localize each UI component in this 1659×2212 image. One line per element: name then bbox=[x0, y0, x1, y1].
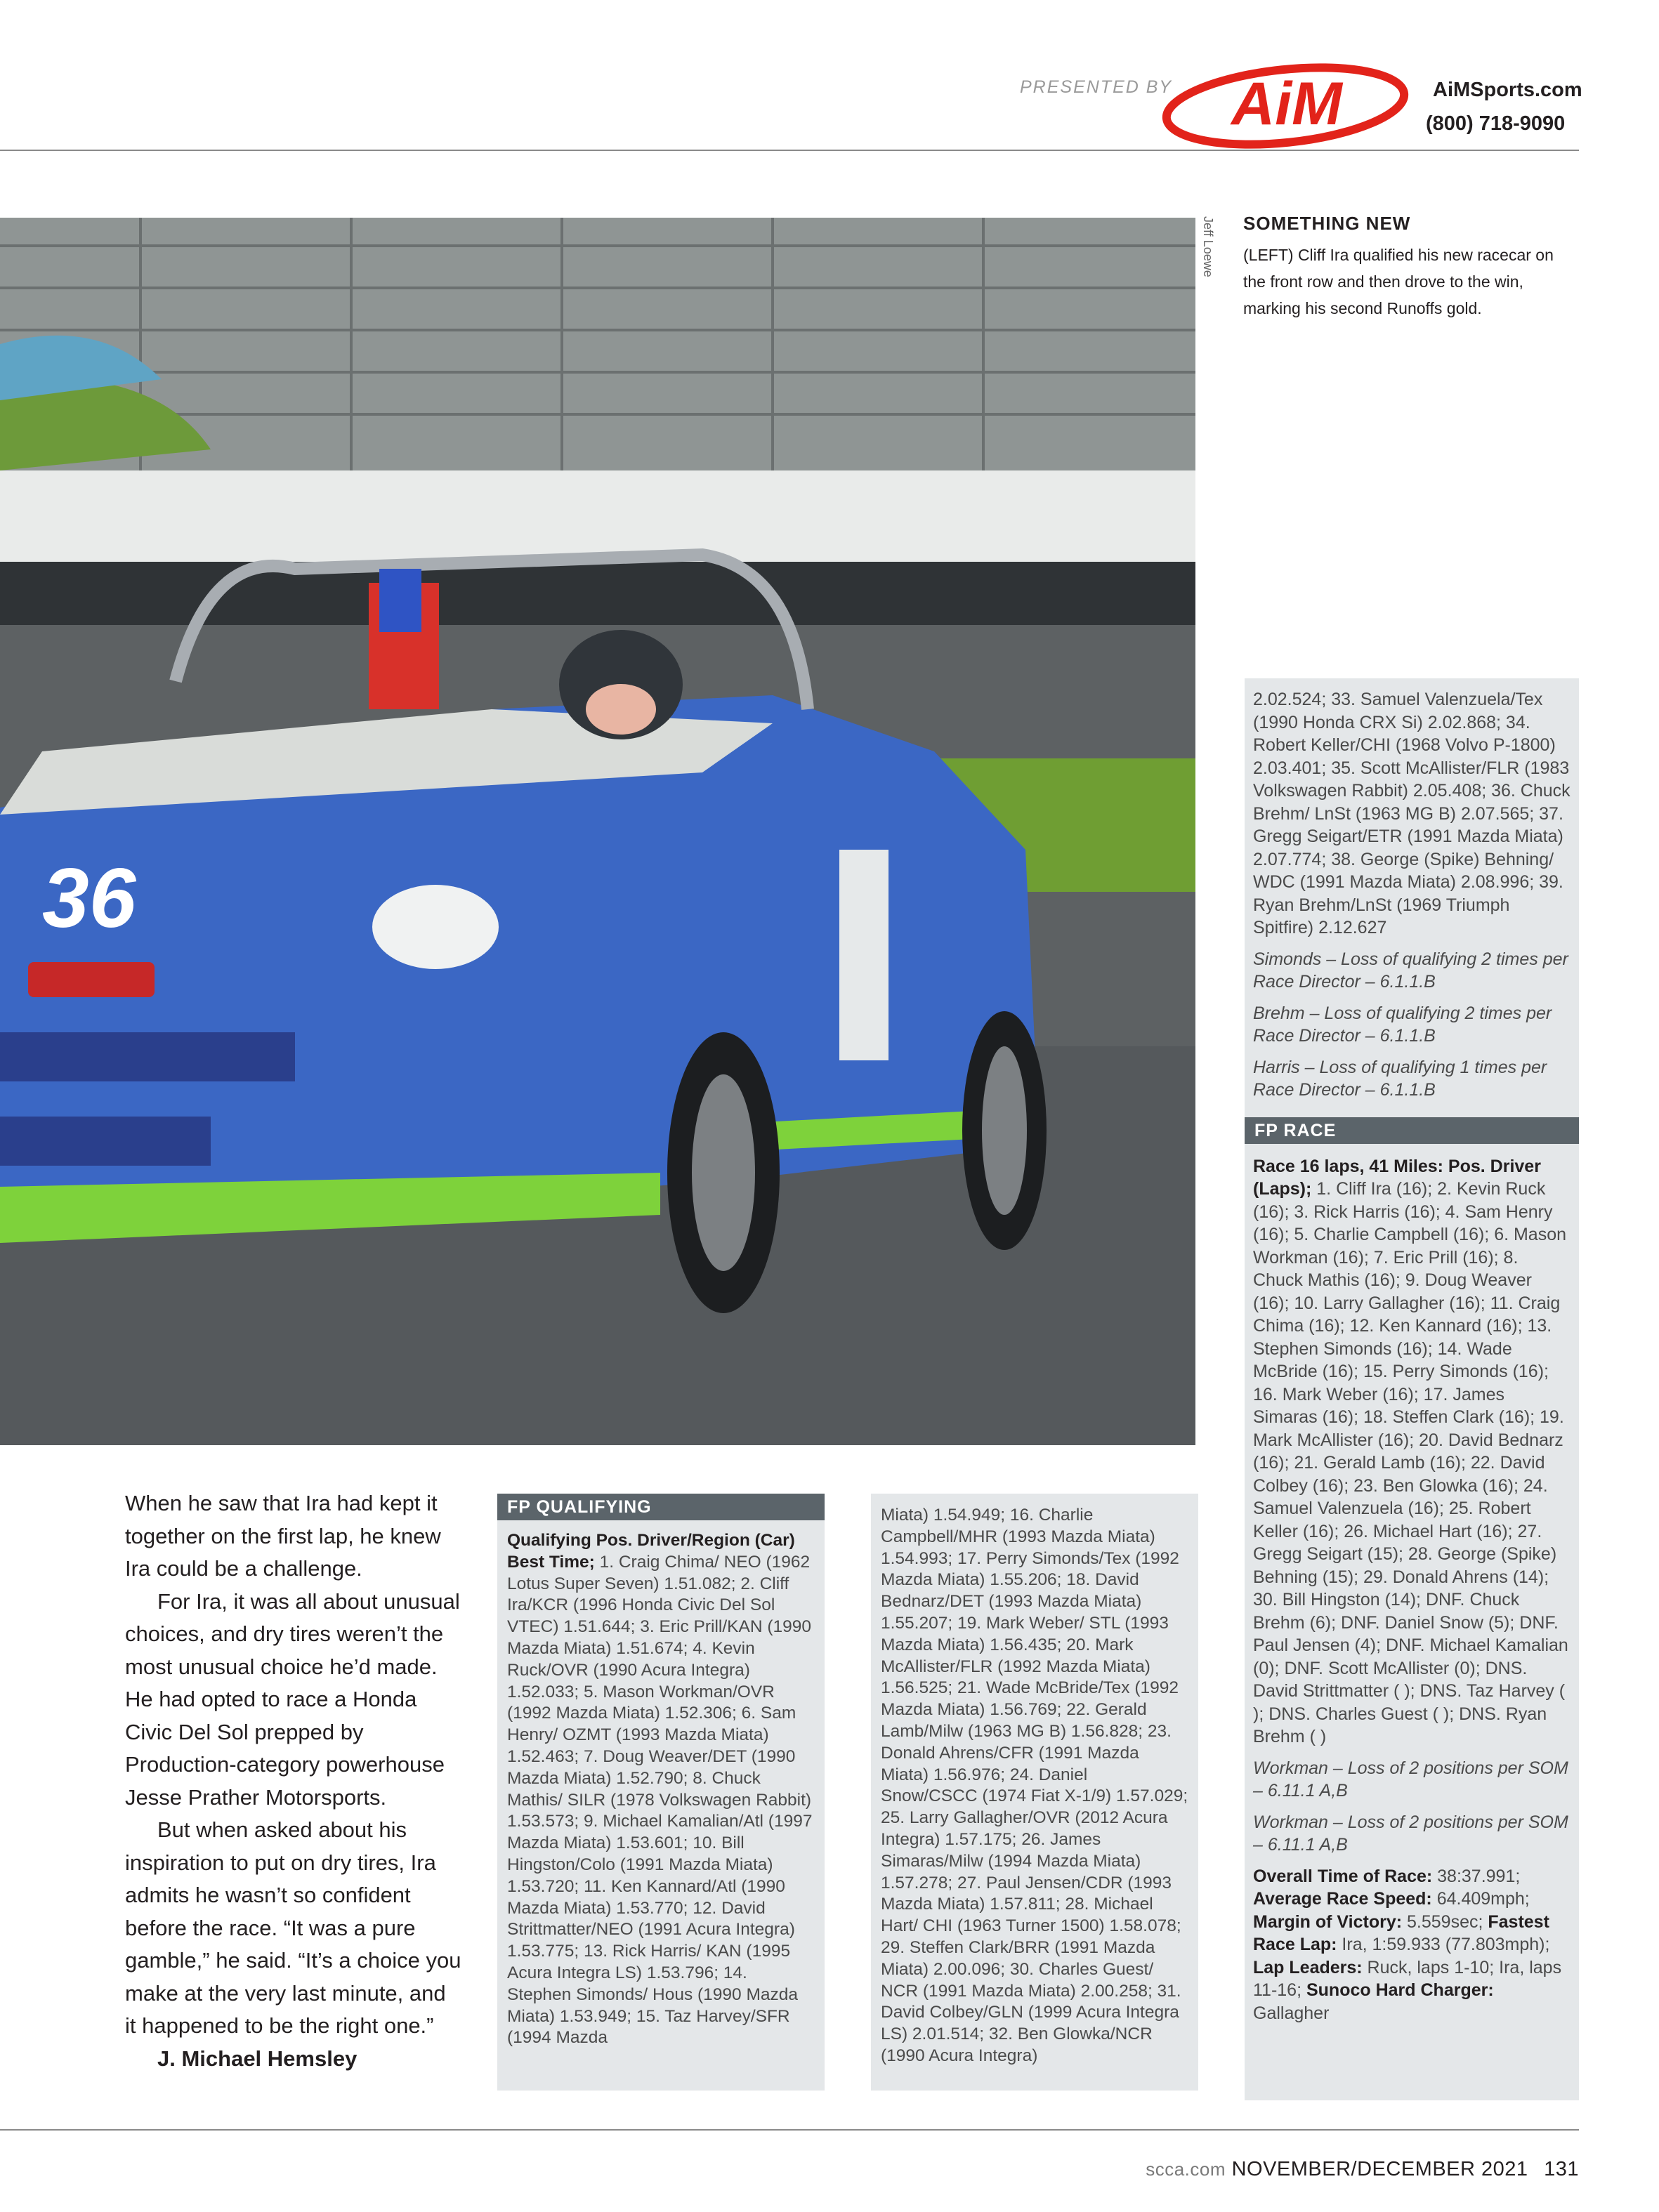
qualifying-results-b: Miata) 1.54.949; 16. Charlie Campbell/MHR (1993 Mazda Miata) 1.54.993; 17. Perry Simonds/Tex (1992 Mazda Miata) 1.55.206; 18. David Bednarz/DET (1993 Mazda Miata) 1.55.207; 19. Mark Weber/ STL (1993 Mazda Miata) 1.56.435; 20. Mark McAllister/FLR (1992 Mazda Miata) 1.56.525; 21. Wade McBride/Tex (1992 Mazda Miata) 1.56.769; 22. Gerald Lamb/Milw (1963 MG B) 1.56.828; 23. Donald Ahrens/CFR (1991 Mazda Miata) 1.56.976; 24. Daniel Snow/CSCC (1974 Fiat X-1/9) 1.57.029; 25. Larry Gallagher/OVR (2012 Acura Integra) 1.57.175; 26. James Simaras/Milw (1994 Mazda Miata) 1.57.278; 27. Paul Jensen/CDR (1993 Mazda Miata) 1.57.811; 28. Michael Hart/ CHI (1963 Turner 1500) 1.58.078; 29. Steffen Clark/BRR (1991 Mazda Miata) 2.00.096; 30. Charles Guest/ NCR (1991 Mazda Miata) 2.00.258; 31. David Colbey/GLN (1999 Acura Integra LS) 2.01.514; 32. Ben Glowka/NCR (1990 Acura Integra) bbox=[881, 1506, 1188, 2065]
article-paragraph: But when asked about his inspiration to put on dry tires, Ira admits he wasn’t so confident before the race. “It was a pure gamble,” he said. “It’s a choice you make at the very last minute, and it happened to be the right one.” bbox=[125, 1817, 461, 2038]
qualifying-lead: Qualifying Pos. Driver/Region (Car) Best Time; bbox=[507, 1531, 795, 1572]
car-number: 36 bbox=[42, 851, 136, 945]
aim-logo bbox=[1159, 60, 1412, 151]
sponsor-url[interactable]: AiMSports.com bbox=[1433, 79, 1582, 101]
aim-logo-text: AiM bbox=[1231, 70, 1342, 138]
race-note: Workman – Loss of 2 positions per SOM – 6.11.1 A,B bbox=[1253, 1758, 1568, 1800]
qualifying-box-col2 bbox=[871, 1494, 1198, 2091]
race-heading: FP RACE bbox=[1245, 1117, 1579, 1144]
article-body bbox=[125, 1487, 462, 2075]
qualifying-note: Simonds – Loss of qualifying 2 times per Race Director – 6.1.1.B bbox=[1253, 949, 1568, 992]
qualifying-note: Brehm – Loss of qualifying 2 times per Race Director – 6.1.1.B bbox=[1253, 1003, 1552, 1046]
qualifying-note: Harris – Loss of qualifying 1 times per Race Director – 6.1.1.B bbox=[1253, 1057, 1547, 1100]
qualifying-results-c: 2.02.524; 33. Samuel Valenzuela/Tex (1990 Honda CRX Si) 2.02.868; 34. Robert Keller/CHI (1968 Volvo P-1800) 2.03.401; 35. Scott McAllister/FLR (1983 Volkswagen Rabbit) 2.05.408; 36. Chuck Brehm/ LnSt (1963 MG B) 2.07.565; 37. Gregg Seigart/ETR (1991 Mazda Miata) 2.07.774; 38. George (Spike) Behning/ WDC (1991 Mazda Miata) 2.08.996; 39. Ryan Brehm/LnSt (1969 Triumph Spitfire) 2.12.627 bbox=[1253, 690, 1571, 937]
footer-issue: NOVEMBER/DECEMBER 2021 bbox=[1231, 2158, 1528, 2180]
footer-site[interactable]: scca.com bbox=[1146, 2159, 1226, 2180]
caption-title: SOMETHING NEW bbox=[1243, 213, 1411, 234]
qualifying-heading: FP QUALIFYING bbox=[497, 1494, 825, 1520]
sponsor-phone: (800) 718-9090 bbox=[1426, 112, 1566, 135]
qualifying-box-col1 bbox=[497, 1494, 825, 2091]
race-note: Workman – Loss of 2 positions per SOM – 6.11.1 A,B bbox=[1253, 1812, 1568, 1855]
page-footer bbox=[1146, 2158, 1579, 2181]
race-stats: Overall Time of Race: 38:37.991; Average Race Speed: 64.409mph; Margin of Victory: 5.559sec; Fastest Race Lap: Ira, 1:59.933 (77.803mph); Lap Leaders: Ruck, laps 1-10; Ira, laps 11-16; Sunoco Hard Charger: Gallagher bbox=[1253, 1866, 1562, 2023]
article-paragraph: For Ira, it was all about unusual choices, and dry tires weren’t the most unusual choice he’d made. He had opted to race a Honda Civic Del Sol prepped by Production-category powerhouse Jesse Prather Motorsports. bbox=[125, 1588, 460, 1810]
article-paragraph: When he saw that Ira had kept it together on the first lap, he knew Ira could be a challenge. bbox=[125, 1491, 441, 1581]
qualifying-results-a: Qualifying Pos. Driver/Region (Car) Best Time; 1. Craig Chima/ NEO (1962 Lotus Super Seven) 1.51.082; 2. Cliff Ira/KCR (1996 Honda Civic Del Sol VTEC) 1.51.644; 3. Eric Prill/KAN (1990 Mazda Miata) 1.51.674; 4. Kevin Ruck/OVR (1990 Acura Integra) 1.52.033; 5. Mason Workman/OVR (1992 Mazda Miata) 1.52.306; 6. Sam Henry/ OZMT (1993 Mazda Miata) 1.52.463; 7. Doug Weaver/DET (1990 Mazda Miata) 1.52.790; 8. Chuck Mathis/ SILR (1978 Volkswagen Rabbit) 1.53.573; 9. Michael Kamalian/Atl (1997 Mazda Miata) 1.53.601; 10. Bill Hingston/Colo (1991 Mazda Miata) 1.53.720; 11. Ken Kannard/Atl (1990 Mazda Miata) 1.53.770; 12. David Strittmatter/NEO (1991 Acura Integra) 1.53.775; 13. Rick Harris/ KAN (1995 Acura Integra LS) 1.53.796; 14. Stephen Simonds/ Hous (1990 Mazda Miata) 1.53.949; 15. Taz Harvey/SFR (1994 Mazda bbox=[507, 1531, 813, 2048]
race-results: Race 16 laps, 41 Miles: Pos. Driver (Laps); 1. Cliff Ira (16); 2. Kevin Ruck (16); 3. Rick Harris (16); 4. Sam Henry (16); 5. Charlie Campbell (16); 6. Mason Workman (16); 7. Eric Prill (16); 8. Chuck Mathis (16); 9. Doug Weaver (16); 10. Larry Gallagher (16); 11. Craig Chima (16); 12. Ken Kannard (16); 13. Stephen Simonds (16); 14. Wade McBride (16); 15. Perry Simonds (16); 16. Mark Weber (16); 17. James Simaras (16); 18. Steffen Clark (16); 19. Mark McAllister (16); 20. David Bednarz (16); 21. Gerald Lamb (16); 22. David Colbey (16); 23. Ben Glowka (16); 24. Samuel Valenzuela (16); 25. Robert Keller (16); 26. Michael Hart (16); 27. Gregg Seigart (15); 28. George (Spike) Behning (15); 29. Donald Ahrens (14); 30. Bill Hingston (14); DNF. Chuck Brehm (6); DNF. Daniel Snow (5); DNF. Paul Jensen (4); DNF. Michael Kamalian (0); DNF. Scott McAllister (0); DNS. David Strittmatter ( ); DNS. Taz Harvey ( ); DNS. Charles Guest ( ); DNS. Ryan Brehm ( ) bbox=[1253, 1156, 1568, 1746]
photo-credit: Jeff Loewe bbox=[1201, 216, 1215, 277]
byline: J. Michael Hemsley bbox=[157, 2046, 358, 2071]
results-box-right bbox=[1245, 678, 1579, 2100]
race-car-photo bbox=[0, 218, 1195, 1445]
page-number: 131 bbox=[1544, 2158, 1579, 2180]
caption-text: (LEFT) Cliff Ira qualified his new racecar on the front row and then drove to the win, marking his second Runoffs gold. bbox=[1243, 246, 1554, 317]
footer-rule bbox=[0, 2129, 1579, 2131]
presented-by-label: PRESENTED BY bbox=[1020, 77, 1173, 97]
race-lead: Race 16 laps, 41 Miles: Pos. Driver (Laps); bbox=[1253, 1156, 1541, 1199]
